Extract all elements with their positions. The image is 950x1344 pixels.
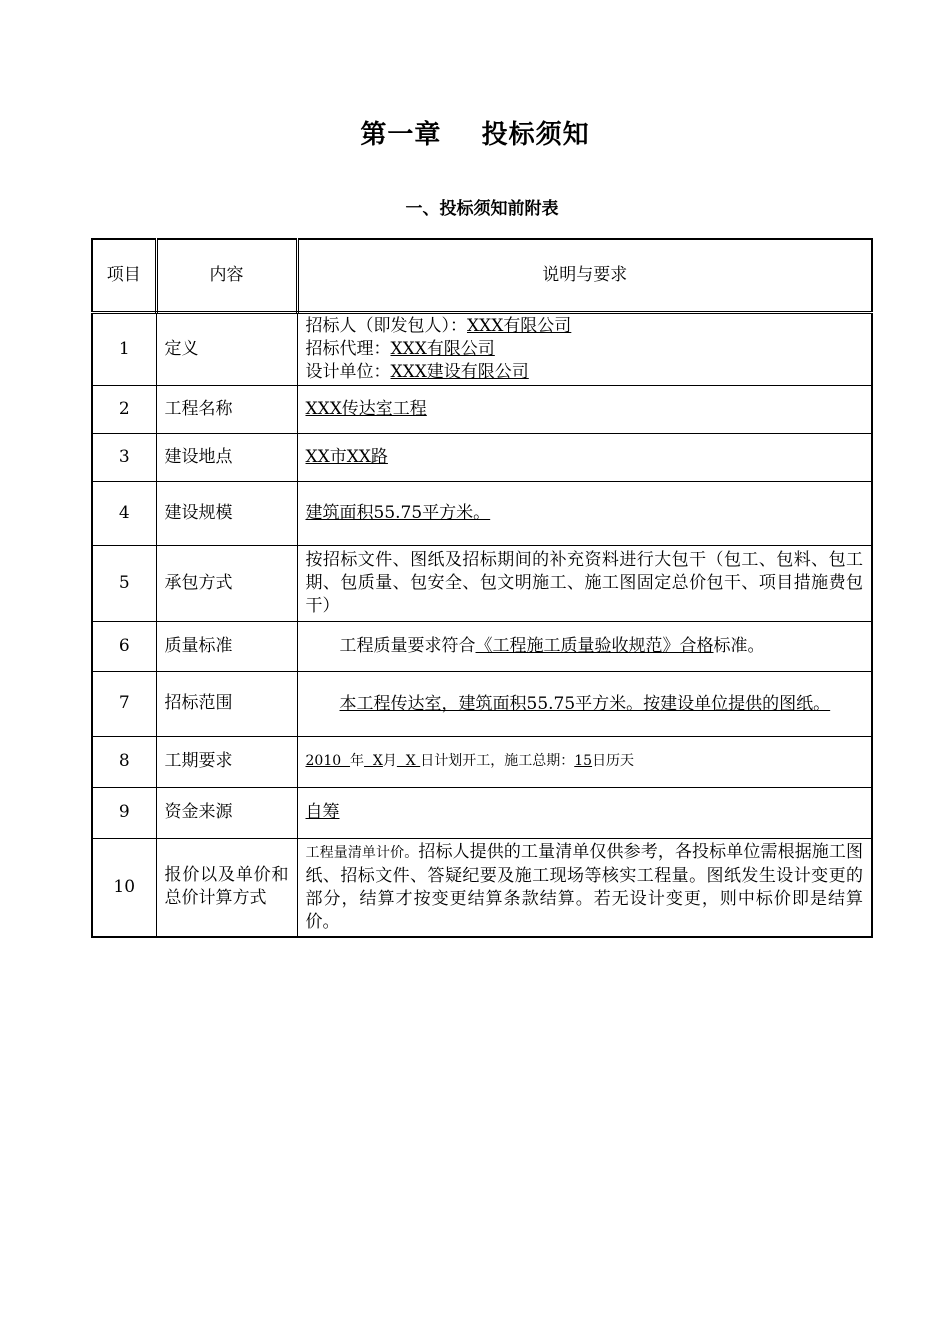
row-number: 8 (92, 736, 156, 787)
pricing-detail: 招标人提供的工量清单仅供参考，各投标单位需根据施工图纸、招标文件、答疑纪要及施工现场等核实工程量。图纸发生设计变更的部分，结算才按变更结算条款结算。若无设计变更，则中标价即是结算价。 (305, 841, 864, 932)
row-item: 建设地点 (156, 433, 297, 481)
project-name: XXX传达室工程 (305, 398, 427, 419)
project-location: XX市XX路 (305, 446, 388, 467)
row-item: 质量标准 (156, 621, 297, 671)
row-number: 5 (92, 545, 156, 621)
tenderer-label: 招标人（即发包人）： (305, 315, 467, 336)
table-row (92, 433, 872, 481)
row-item: 工程名称 (156, 385, 297, 433)
row-item: 承包方式 (156, 545, 297, 621)
designer-label: 设计单位： (305, 361, 391, 382)
row-item: 定义 (156, 312, 297, 385)
total-days: 15 (574, 753, 593, 769)
row-number: 7 (92, 671, 156, 736)
section-title: 一、投标须知前附表 (405, 199, 559, 219)
row-number: 2 (92, 385, 156, 433)
header-requirements: 说明与要求 (297, 239, 872, 312)
table-row (92, 545, 872, 621)
quality-prefix: 工程质量要求符合 (339, 635, 476, 656)
row-item: 招标范围 (156, 671, 297, 736)
day-label: 日计划开工，施工总期： (420, 753, 575, 769)
table-row (92, 385, 872, 433)
tender-scope: 本工程传达室，建筑面积55.75平方米。按建设单位提供的图纸。 (339, 693, 831, 714)
row-detail (297, 385, 872, 433)
table-row (92, 736, 872, 787)
agent-line (306, 338, 864, 361)
designer-value: XXX建设有限公司 (390, 361, 529, 382)
row-number: 1 (92, 312, 156, 385)
row-detail (297, 736, 872, 787)
table-row (92, 838, 872, 937)
start-month: X (364, 753, 383, 769)
tenderer-value: XXX有限公司 (467, 315, 572, 336)
quality-spec: 《工程施工质量验收规范》合格 (475, 635, 714, 656)
table-row (92, 621, 872, 671)
row-number: 10 (92, 838, 156, 937)
row-item: 建设规模 (156, 481, 297, 545)
row-detail (297, 481, 872, 545)
row-item: 资金来源 (156, 787, 297, 838)
table-row (92, 671, 872, 736)
pricing-method: 工程量清单计价。 (305, 844, 419, 861)
start-day: X (396, 753, 421, 769)
row-number: 4 (92, 481, 156, 545)
agent-label: 招标代理： (305, 338, 391, 359)
year-label: 年 (350, 753, 365, 769)
table-header-row (92, 239, 872, 312)
table-row (92, 481, 872, 545)
contract-method: 按招标文件、图纸及招标期间的补充资料进行大包干（包工、包料、包工期、包质量、包安全、包文明施工、施工图固定总价包干、项目措施费包干） (297, 545, 872, 621)
row-number: 6 (92, 621, 156, 671)
row-detail (297, 433, 872, 481)
start-year: 2010 (305, 753, 351, 769)
quality-suffix: 标准。 (713, 635, 765, 656)
row-item: 报价以及单价和总价计算方式 (156, 838, 297, 937)
table-row (92, 787, 872, 838)
funding-source: 自筹 (305, 802, 340, 822)
row-detail (297, 621, 872, 671)
bid-notice-table (91, 238, 873, 938)
row-number: 3 (92, 433, 156, 481)
row-detail (297, 838, 872, 937)
month-label: 月 (382, 753, 397, 769)
agent-value: XXX有限公司 (390, 338, 495, 359)
project-scale: 建筑面积55.75平方米。 (305, 502, 491, 523)
tenderer-line (306, 315, 864, 338)
row-detail (297, 671, 872, 736)
header-item-no: 项目 (92, 239, 156, 312)
designer-line (306, 361, 864, 384)
days-label: 日历天 (592, 753, 635, 769)
row-item: 工期要求 (156, 736, 297, 787)
header-content: 内容 (156, 239, 297, 312)
row-number: 9 (92, 787, 156, 838)
row-detail (297, 312, 872, 385)
chapter-title: 第一章 投标须知 (360, 120, 590, 150)
table-row (92, 312, 872, 385)
row-detail (297, 787, 872, 838)
